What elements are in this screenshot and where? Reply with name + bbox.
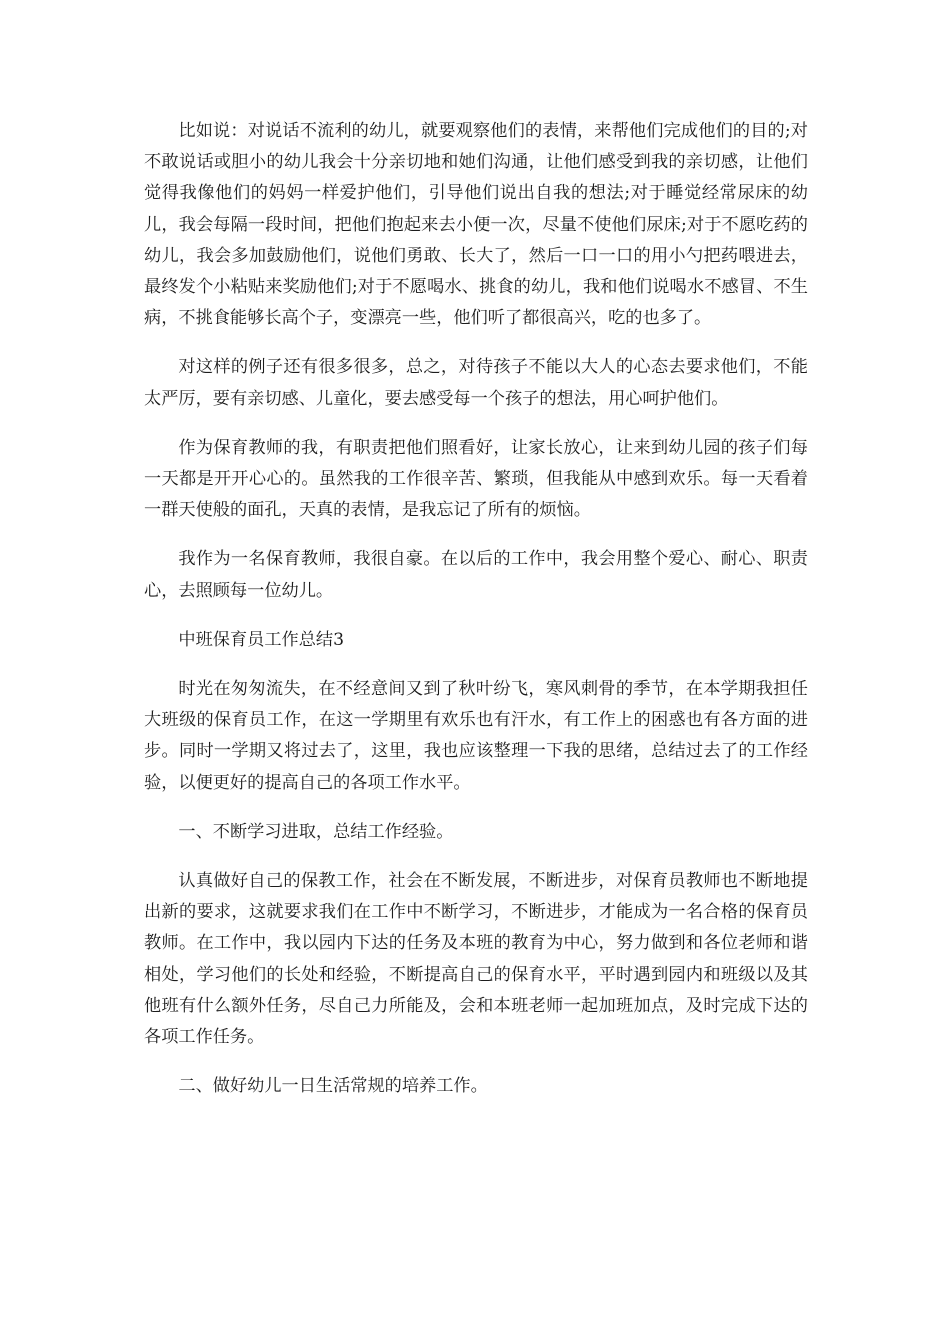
paragraph-intro: 时光在匆匆流失，在不经意间又到了秋叶纷飞，寒风刺骨的季节，在本学期我担任大班级的保育员工作，在这一学期里有欢乐也有汗水，有工作上的困惑也有各方面的进步。同时一学期又将过去了，这里，我也应该整理一下我的思绪，总结过去了的工作经验，以便更好的提高自己的各项工作水平。 xyxy=(144,679,808,793)
paragraph-learning: 认真做好自己的保教工作，社会在不断发展，不断进步，对保育员教师也不断地提出新的要求，这就要求我们在工作中不断学习，不断进步，才能成为一名合格的保育员教师。在工作中，我以园内下达的任务及本班的教育为中心，努力做到和各位老师和谐相处，学习他们的长处和经验，不断提高自己的保育水平，平时遇到园内和班级以及其他班有什么额外任务，尽自己力所能及，会和本班老师一起加班加点，及时完成下达的各项工作任务。 xyxy=(144,871,808,1048)
heading-learning: 一、不断学习进取，总结工作经验。 xyxy=(178,821,454,842)
document-body xyxy=(144,116,808,1120)
paragraph-examples: 比如说：对说话不流利的幼儿，就要观察他们的表情，来帮他们完成他们的目的;对不敢说话或胆小的幼儿我会十分亲切地和她们沟通，让他们感受到我的亲切感，让他们觉得我像他们的妈妈一样爱护他们，引导他们说出自我的想法;对于睡觉经常尿床的幼儿，我会每隔一段时间，把他们抱起来去小便一次，尽量不使他们尿床;对于不愿吃药的幼儿，我会多加鼓励他们，说他们勇敢、长大了，然后一口一口的用小勺把药喂进去，最终发个小粘贴来奖励他们;对于不愿喝水、挑食的幼儿，我和他们说喝水不感冒、不生病，不挑食能够长高个子，变漂亮一些，他们听了都很高兴，吃的也多了。 xyxy=(144,121,808,329)
paragraph-summary: 对这样的例子还有很多很多，总之，对待孩子不能以大人的心态去要求他们，不能太严厉，要有亲切感、儿童化，要去感受每一个孩子的想法，用心呵护他们。 xyxy=(144,357,808,409)
paragraph-responsibility: 作为保育教师的我，有职责把他们照看好，让家长放心，让来到幼儿园的孩子们每一天都是开开心心的。虽然我的工作很辛苦、繁琐，但我能从中感到欢乐。每一天看着一群天使般的面孔，天真的表情，是我忘记了所有的烦恼。 xyxy=(144,437,808,521)
paragraph-pride: 我作为一名保育教师，我很自豪。在以后的工作中，我会用整个爱心、耐心、职责心，去照顾每一位幼儿。 xyxy=(144,549,808,601)
heading-daily-routine: 二、做好幼儿一日生活常规的培养工作。 xyxy=(178,1076,488,1097)
section-title: 中班保育员工作总结3 xyxy=(178,629,345,650)
